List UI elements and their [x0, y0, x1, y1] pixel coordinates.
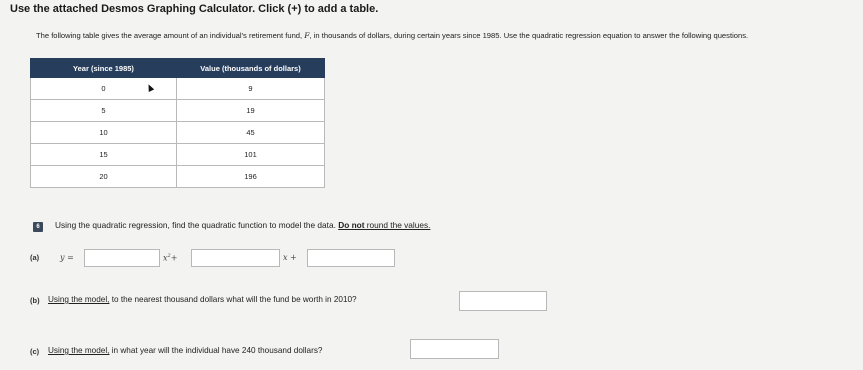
part-b-text: to the nearest thousand dollars what will the fund be worth in 2010?: [109, 295, 357, 304]
part-c-text: in what year will the individual have 240 thousand dollars?: [109, 346, 323, 355]
table-cell-year: 0: [31, 78, 177, 100]
intro-text-end: , in thousands of dollars, during certain years since 1985. Use the quadratic regression equation to answer the following questions.: [309, 31, 749, 40]
column-header-year: Year (since 1985): [31, 59, 177, 78]
data-table: [30, 58, 325, 188]
intro-text: [36, 30, 851, 41]
table-cell-value: 196: [177, 166, 325, 188]
table-cell-year: 15: [31, 144, 177, 166]
question-emphasis: Do not: [338, 220, 365, 230]
page-title: Use the attached Desmos Graphing Calculator. Click (+) to add a table.: [10, 3, 379, 15]
part-a-x-squared: [163, 253, 177, 263]
part-c-underlined: Using the model,: [48, 346, 110, 355]
table-row: [31, 78, 325, 100]
part-a-label: (a): [30, 253, 40, 262]
part-a-x-term: x +: [283, 253, 297, 262]
table-row: [31, 122, 325, 144]
question-text-end: round the values.: [364, 220, 431, 230]
intro-text-start: The following table gives the average amount of an individual's retirement fund,: [36, 31, 305, 40]
column-header-value: Value (thousands of dollars): [177, 59, 325, 78]
table-cell-value: 101: [177, 144, 325, 166]
question-prompt: [55, 220, 430, 230]
question-text: Using the quadratic regression, find the quadratic function to model the data.: [55, 220, 339, 230]
question-number-badge: 6: [33, 222, 43, 232]
table-header-row: [31, 59, 325, 78]
table-row: [31, 100, 325, 122]
table-cell-year: 20: [31, 166, 177, 188]
table-cell-value: 45: [177, 122, 325, 144]
table-row: [31, 166, 325, 188]
part-b-label: (b): [30, 296, 40, 305]
table-cell-year: 10: [31, 122, 177, 144]
year-240-input[interactable]: [410, 339, 499, 359]
part-a-y-equals: y =: [60, 253, 74, 262]
x-variable: x: [163, 253, 168, 263]
constant-c-input[interactable]: [307, 249, 395, 267]
intro-variable: F: [304, 31, 310, 40]
part-c-label: (c): [30, 347, 40, 356]
plus-sign: +: [170, 253, 178, 263]
part-b-underlined: Using the model,: [48, 295, 110, 304]
coefficient-b-input[interactable]: [191, 249, 280, 267]
part-b-question: [48, 295, 357, 304]
coefficient-a-input[interactable]: [84, 249, 160, 267]
fund-2010-input[interactable]: [459, 291, 547, 311]
table-cell-year: 5: [31, 100, 177, 122]
exponent-two: 2: [167, 253, 171, 259]
part-c-question: [48, 346, 322, 355]
table-cell-value: 9: [177, 78, 325, 100]
table-cell-value: 19: [177, 100, 325, 122]
table-row: [31, 144, 325, 166]
